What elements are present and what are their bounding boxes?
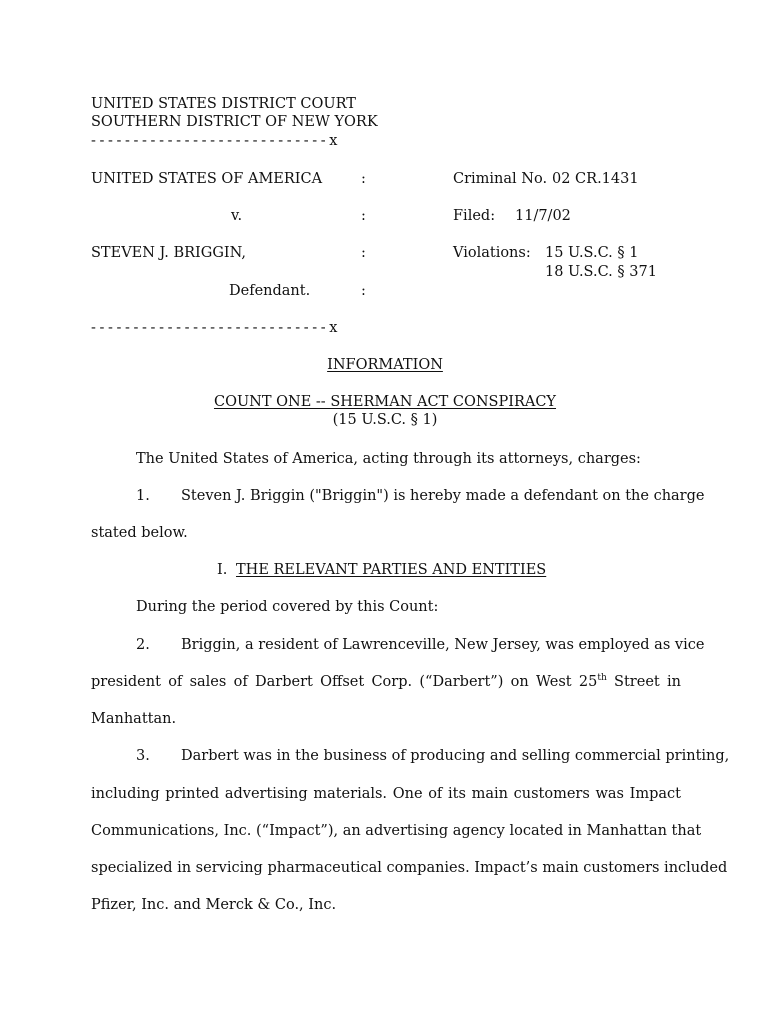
- court-name: UNITED STATES DISTRICT COURT: [91, 96, 356, 112]
- paragraph-3-line: specialized in servicing pharmaceutical companies. Impact’s main customers included: [91, 860, 728, 876]
- defendant-name: STEVEN J. BRIGGIN,: [91, 245, 247, 261]
- paragraph-3-line: Darbert was in the business of producing and selling commercial printing,: [181, 748, 730, 764]
- paragraph-3-line: Communications, Inc. (“Impact”), an advertising agency located in Manhattan that: [91, 823, 702, 839]
- filed-date: 11/7/02: [515, 208, 571, 224]
- filed-label: Filed:: [453, 208, 496, 224]
- section-number: I.: [217, 562, 228, 578]
- violation-2: 18 U.S.C. § 371: [545, 264, 657, 280]
- caption-colon: :: [361, 208, 366, 224]
- paragraph-number: 1.: [136, 488, 150, 504]
- paragraph-1-line: Steven J. Briggin ("Briggin") is hereby made a defendant on the charge: [181, 488, 705, 504]
- caption-rule-bottom: - - - - - - - - - - - - - - - - - - - - - - - - - - - - x: [91, 320, 337, 336]
- paragraph-2-line: president of sales of Darbert Offset Corp. (“Darbert”) on West 25th Street in: [91, 673, 681, 690]
- intro-paragraph: The United States of America, acting through its attorneys, charges:: [136, 451, 641, 467]
- court-district: SOUTHERN DISTRICT OF NEW YORK: [91, 114, 378, 130]
- caption-rule-top: - - - - - - - - - - - - - - - - - - - - - - - - - - - - x: [91, 133, 337, 149]
- paragraph-3-line: including printed advertising materials. One of its main customers was Impact: [91, 786, 681, 802]
- period-statement: During the period covered by this Count:: [136, 599, 439, 615]
- criminal-no-label: Criminal No.: [453, 171, 548, 187]
- paragraph-number: 2.: [136, 637, 150, 653]
- paragraph-number: 3.: [136, 748, 150, 764]
- count-citation: (15 U.S.C. § 1): [332, 412, 438, 428]
- violation-1: 15 U.S.C. § 1: [545, 245, 639, 261]
- caption-colon: :: [361, 283, 366, 299]
- defendant-role: Defendant.: [229, 283, 311, 299]
- paragraph-2-line: Briggin, a resident of Lawrenceville, New Jersey, was employed as vice: [181, 637, 705, 653]
- versus-label: v.: [231, 208, 243, 224]
- paragraph-3-line: Pfizer, Inc. and Merck & Co., Inc.: [91, 897, 337, 913]
- plaintiff-name: UNITED STATES OF AMERICA: [91, 171, 323, 187]
- caption-colon: :: [361, 171, 366, 187]
- paragraph-1-line: stated below.: [91, 525, 188, 541]
- count-title: COUNT ONE -- SHERMAN ACT CONSPIRACY: [213, 394, 557, 410]
- paragraph-2-line: Manhattan.: [91, 711, 177, 727]
- section-heading: THE RELEVANT PARTIES AND ENTITIES: [236, 562, 547, 578]
- violations-label: Violations:: [453, 245, 531, 261]
- criminal-no-value: 02 CR.1431: [552, 171, 639, 187]
- caption-colon: :: [361, 245, 366, 261]
- document-title: INFORMATION: [327, 357, 443, 373]
